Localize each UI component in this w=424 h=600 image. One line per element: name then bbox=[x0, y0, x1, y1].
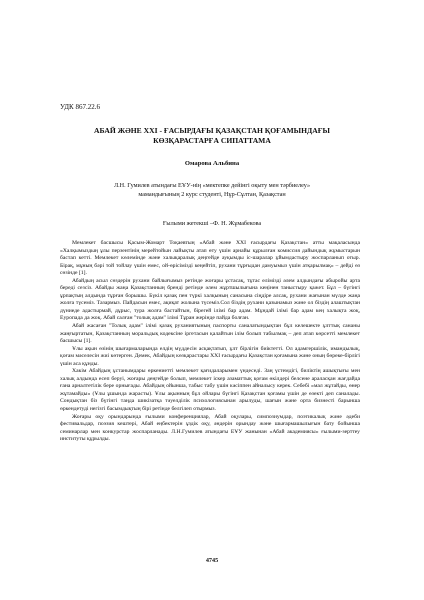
paragraph: Ұлы ақын өзінің шығармаларында елдің мүддесін асқақтатып, ұлт бірлігін биіктетті. Ол адамгершілік, имандылық, қоғам мәселесін жиі көтерген. Демек, Абайдың көзқарастары XXI ғасырдағы Қазақстан қоғамына және оның бөреке-бірлігі үшін аса құнды. bbox=[60, 345, 360, 367]
paragraph: Абайдың асыл сөздерін рухани байлығымыз ретінде жоғары ұстасақ, тұтас елімізді әлем алдындағы абыройы арта береді сезсіз. Абайды жаңа Қазақстанның брендi ретiнде әлем жұртшылығына кеңінен таныстыру қажет. Бұл – бүгінгі ұрпақтың алдында тұрған борышы. Бүкіл қазақ пен түркі халқының санасына сіңдіре алсақ, рухани жағынан мүлде жаңа жолға түсеміз. Тазармыз. Пайдасын емес, ақиқат жолына түсеміз.Сол біздің рухани қазынамыз және ол біздің алаштықтан дүниеде адастырмай, дұрыс, тура жолға бастайтын, бірегей ілімі бар адам. Мұндай ілімі бар адам кең халықта жоқ, Еуропада да жоқ. Абай салған "толық адам" ілімі Тұран жерінде пайда болған. bbox=[60, 277, 360, 322]
title-line-1: АБАЙ ЖӘНЕ XXI - ҒАСЫРДАҒЫ ҚАЗАҚСТАН ҚОҒАМЫНДАҒЫ bbox=[93, 126, 331, 135]
udk-code: УДК 867.22.6 bbox=[60, 103, 100, 111]
paragraph: Абай жасаған "Толық адам" ілімі қазақ руханиятының паспорты саналатындықтан бұл келешекте ұлттық сананы жаңғыртатын, Қазақстанның моральдық кодексіне іргетасын қалайтын ілім болып табылмақ – деп атап көрсетті мемлекет басшысы [1]. bbox=[60, 323, 360, 345]
paragraph: Жоғары оқу орындарында ғылыми конференциялар, Абай оқулары, симпозиумдар, поэтикалық және әдеби фестивальдар, поэзия кештері, Абай еңбектерін ұздік оқу, әндерін орындау және шығармашылығын бату бойынша семинарлар мен конкурстар жоспарланады. Л.Н.Гумилев атындағы ЕҰУ жанынан «Абай академиясы» ғылыми-зерттеу институты құрылды. bbox=[60, 413, 360, 443]
article-body bbox=[60, 240, 360, 444]
author-affiliation bbox=[60, 181, 364, 199]
affiliation-line-1: Л.Н. Гумилев атындағы ЕҰУ-нің «мектепке дейінгі оқыту мен тәрбиелеу» bbox=[113, 182, 311, 189]
page-number: 4745 bbox=[205, 557, 219, 564]
article-title bbox=[60, 126, 364, 146]
title-line-2: КӨЗҚАРАСТАРҒА СИПАТТАМА bbox=[153, 136, 271, 145]
scientific-advisor: Ғылыми жетекші –Ф. Н. Жұмабекова bbox=[162, 220, 262, 227]
author-name: Омарова Альбина bbox=[184, 160, 240, 167]
paragraph: Мемлекет басшысы Қасым-Жомарт Тоқаевтың «Абай және XXI ғасырдағы Қазақстан» атты мақаласында «Халқымыздың ұлы перзентінің мерейтойын лайықты атап өту үшін арнайы құрылған комиссия дайындық жұмыстарын бастап кетті. Мемлекет көлемінде және халықаралық деңгейде ауқымды іс-шаралар ұйымдастыру жоспарланып отыр. Бірақ, мұның бәрі той тойлау үшін емес, ой-өрісімізді кеңейтіп, рухани тұрғыдан дамуымыз үшін атқарылмақ» – дейді өз сөзінде [1]. bbox=[60, 240, 360, 277]
affiliation-line-2: мамандығының 2 курс студенті, Нұр-Сұлтан, Қазақстан bbox=[138, 191, 286, 198]
paragraph: Хакім Абайдың ұстанымдары өркениетті мемлекет қағидаларымен үндеседі. Заң үстемдігі, билiктiң ашықтығы мен халық алдында есеп беруі, жоғары деңгейде болып, мемлекет іскер азаматтық қоғам өкілдері белсене араласқан жағдайда ғана арналтетілік бере орнығады. Абайдың ойынша, табыс табу үшін кәсіппен айналысу керек. Себебі «мал жұтайды, өнер жұтамайды» (Ұлы ұшында жарасты). Ұлы ақынның бұл ойлары бүгінгі Қазақстан қоғамы үшін де өзекті деп саналады. Сондықтан біз бүгінгі таңда шикізатқа тәуелділік психологиясынан арылуды, шағын және орта бизнесті барынша өркендетуді негізгі басымдықтың бірі ретінде белгілеп отырмыз. bbox=[60, 368, 360, 413]
